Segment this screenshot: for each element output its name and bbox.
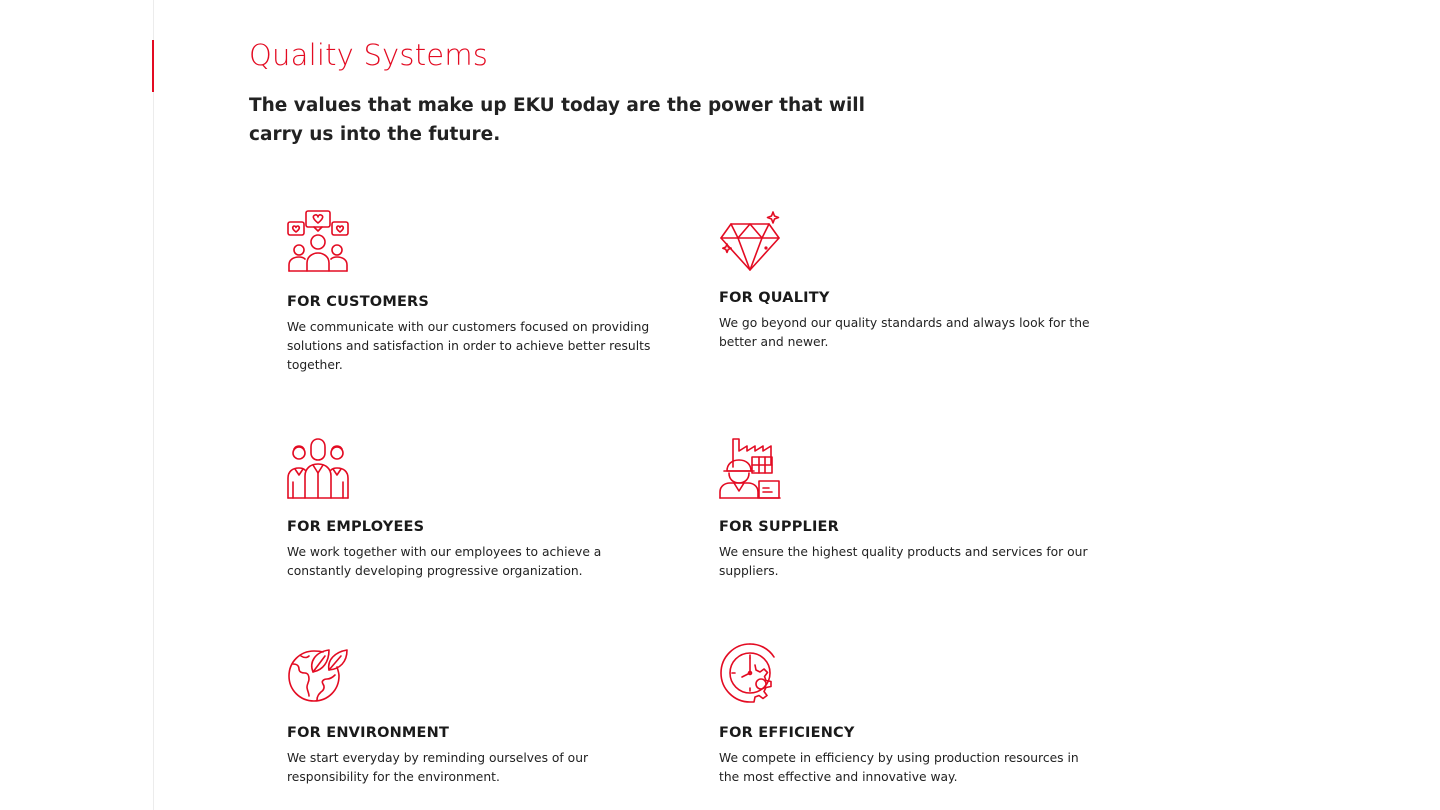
- card-title: FOR CUSTOMERS: [287, 294, 430, 310]
- diamond-icon: [719, 210, 781, 272]
- card-text: We go beyond our quality standards and always look for the better and newer.: [719, 316, 1090, 349]
- customers-hearts-icon: [287, 210, 349, 272]
- card-text: We start everyday by reminding ourselves of our responsibility for the environment.: [287, 751, 589, 784]
- card-text: We communicate with our customers focused on providing solutions and satisfaction in order to achieve better results together.: [287, 320, 651, 372]
- card-customers: [287, 210, 667, 375]
- card-text: We compete in efficiency by using production resources in the most effective and innovative way.: [719, 751, 1079, 784]
- section-title: Quality Systems: [249, 38, 489, 72]
- card-supplier: [719, 437, 1099, 581]
- card-title: FOR ENVIRONMENT: [287, 725, 450, 741]
- card-efficiency: [719, 642, 1099, 787]
- clock-gear-icon: [719, 642, 781, 704]
- card-text: We work together with our employees to achieve a constantly developing progressive organization.: [287, 545, 602, 578]
- employees-group-icon: [287, 437, 349, 499]
- card-environment: [287, 642, 667, 787]
- card-employees: [287, 437, 667, 581]
- card-quality: [719, 210, 1099, 352]
- card-title: FOR EMPLOYEES: [287, 519, 425, 535]
- card-text: We ensure the highest quality products and services for our suppliers.: [719, 545, 1088, 578]
- section-lead: The values that make up EKU today are the power that will carry us into the future.: [249, 95, 865, 145]
- card-title: FOR QUALITY: [719, 290, 830, 306]
- card-title: FOR SUPPLIER: [719, 519, 840, 535]
- card-title: FOR EFFICIENCY: [719, 725, 855, 741]
- globe-leaf-icon: [287, 642, 349, 704]
- section-accent-bar: [152, 40, 154, 92]
- supplier-factory-worker-icon: [719, 437, 781, 499]
- left-divider: [153, 0, 154, 810]
